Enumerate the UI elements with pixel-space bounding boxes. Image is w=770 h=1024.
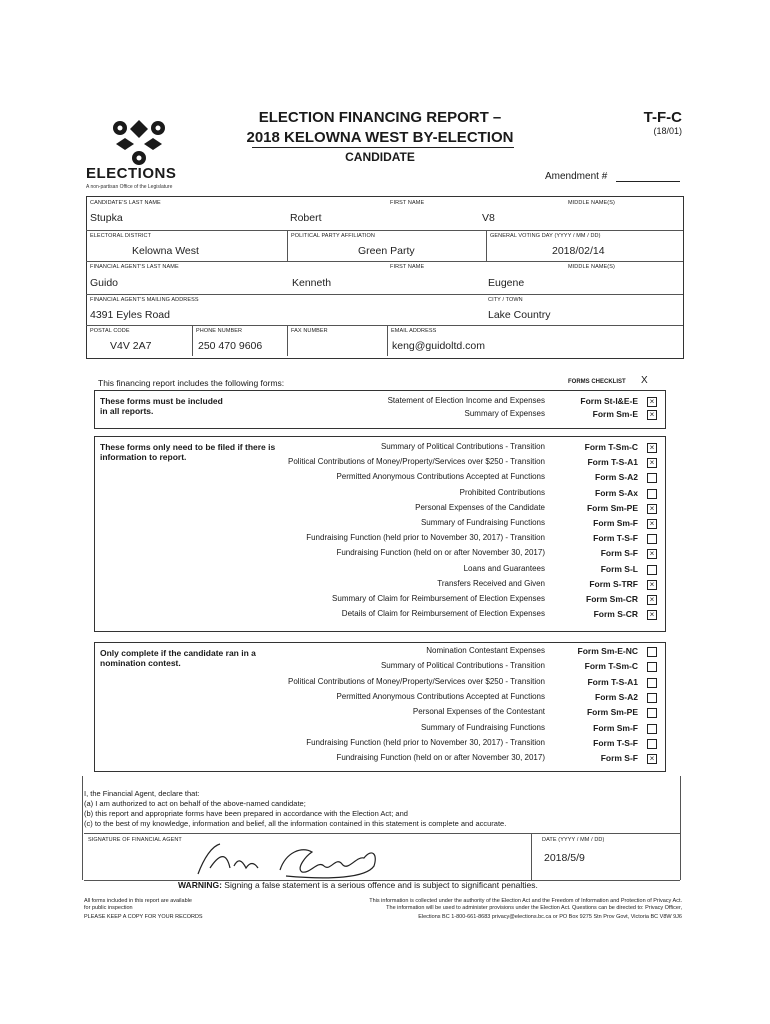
agent-middle-name-label: MIDDLE NAME(S): [568, 264, 615, 270]
warning-label: WARNING:: [178, 880, 222, 890]
form-checkbox[interactable]: ×: [647, 458, 657, 468]
postal-code-label: POSTAL CODE: [90, 328, 130, 334]
form-code: Form Sm-PE: [586, 502, 638, 513]
divider: [192, 326, 193, 356]
email-address[interactable]: keng@guidoltd.com: [392, 340, 485, 352]
form-checkbox[interactable]: [647, 708, 657, 718]
form-checkbox[interactable]: [647, 662, 657, 672]
divider: [680, 776, 681, 880]
form-description: Summary of Fundraising Functions: [420, 518, 545, 527]
voting-day-label: GENERAL VOTING DAY (YYYY / MM / DD): [490, 233, 601, 239]
footer-left-3: PLEASE KEEP A COPY FOR YOUR RECORDS: [84, 914, 203, 920]
report-title-line2: 2018 KELOWNA WEST BY-ELECTION: [246, 129, 514, 146]
form-checkbox[interactable]: [647, 534, 657, 544]
section2-title: These forms only need to be filed if there is information to report.: [100, 442, 276, 462]
party-label: POLITICAL PARTY AFFILIATION: [291, 233, 375, 239]
divider: [82, 776, 83, 880]
divider: [86, 325, 683, 326]
form-description: Loans and Guarantees: [463, 563, 545, 573]
phone-number[interactable]: 250 470 9606: [198, 340, 263, 352]
footer-left-2: for public inspection: [84, 905, 133, 911]
declaration-date[interactable]: 2018/5/9: [544, 852, 585, 864]
form-code: Form S-CR: [593, 609, 638, 620]
electoral-district[interactable]: Kelowna West: [132, 245, 199, 257]
form-code: Form Sm-CR: [586, 594, 638, 604]
form-checkbox[interactable]: [647, 473, 657, 483]
title-underline: [252, 147, 514, 148]
form-code: Form S-Ax: [595, 487, 638, 498]
warning: [178, 880, 538, 890]
form-description: Fundraising Function (held on or after November 30, 2017): [336, 548, 545, 558]
amendment-field[interactable]: [616, 181, 680, 182]
form-description: Permitted Anonymous Contributions Accepted at Functions: [336, 691, 545, 701]
candidate-info-box: [86, 196, 684, 359]
form-description: Permitted Anonymous Contributions Accepted at Functions: [336, 472, 545, 482]
form-description: Summary of Political Contributions - Transition: [380, 661, 545, 671]
divider: [531, 834, 532, 880]
form-code: T-F-C: [643, 109, 682, 126]
form-description: Political Contributions of Money/Property/Services over $250 - Transition: [287, 457, 545, 467]
divider: [486, 231, 487, 261]
form-code: Form T-S-A1: [587, 676, 638, 687]
email-label: EMAIL ADDRESS: [391, 328, 437, 334]
form-description: Personal Expenses of the Contestant: [412, 707, 545, 717]
form-checkbox[interactable]: ×: [647, 519, 657, 529]
form-code: Form T-S-A1: [587, 457, 638, 468]
report-title-line3: CANDIDATE: [345, 150, 415, 164]
party-affiliation[interactable]: Green Party: [358, 245, 415, 257]
amendment-label: Amendment #: [545, 171, 608, 182]
form-checkbox[interactable]: ×: [647, 549, 657, 559]
form-description: Summary of Political Contributions - Transition: [380, 442, 545, 451]
divider: [86, 261, 683, 262]
form-description: Details of Claim for Reimbursement of Election Expenses: [341, 609, 545, 619]
form-checkbox[interactable]: ×: [647, 754, 657, 764]
form-code: Form Sm-F: [593, 518, 638, 528]
form-checkbox[interactable]: ×: [647, 595, 657, 605]
form-code: Form T-Sm-C: [584, 661, 638, 672]
form-description: Prohibited Contributions: [459, 487, 545, 497]
form-code: Form S-A2: [595, 472, 638, 483]
footer-right-3: Elections BC 1-800-661-8683 privacy@elections.bc.ca or PO Box 9275 Stn Prov Govt, Victoria BC V8W 9J6: [418, 914, 682, 920]
form-code: Form St-I&E-E: [580, 396, 638, 406]
electoral-district-label: ELECTORAL DISTRICT: [90, 233, 152, 239]
divider: [287, 326, 288, 356]
form-code: Form Sm-E-NC: [577, 646, 638, 656]
form-checkbox[interactable]: ×: [647, 504, 657, 514]
form-code: Form Sm-F: [593, 722, 638, 733]
form-checkbox[interactable]: [647, 739, 657, 749]
form-code: Form S-F: [600, 548, 638, 559]
form-description: Personal Expenses of the Candidate: [415, 502, 545, 512]
candidate-first-name[interactable]: Robert: [290, 212, 322, 224]
checklist-header: FORMS CHECKLIST: [568, 379, 626, 385]
agent-last-name[interactable]: Guido: [90, 277, 119, 289]
checklist-header-mark: X: [641, 375, 648, 386]
form-checkbox[interactable]: [647, 678, 657, 688]
declaration-line-a: (a) I am authorized to act on behalf of the above-named candidate;: [84, 799, 306, 808]
agent-address-label: FINANCIAL AGENT'S MAILING ADDRESS: [90, 297, 199, 303]
form-checkbox[interactable]: [647, 693, 657, 703]
candidate-last-name-label: CANDIDATE'S LAST NAME: [90, 200, 161, 206]
checklist-intro: This financing report includes the following forms:: [98, 378, 285, 388]
form-code: Form S-F: [600, 753, 638, 764]
form-version-date: (18/01): [653, 126, 682, 136]
form-code: Form Sm-PE: [586, 707, 638, 718]
divider: [86, 294, 683, 295]
form-checkbox[interactable]: [647, 489, 657, 499]
candidate-first-name-label: FIRST NAME: [390, 200, 425, 206]
form-description: Fundraising Function (held prior to November 30, 2017) - Transition: [306, 533, 545, 543]
candidate-middle-name-label: MIDDLE NAME(S): [568, 200, 615, 206]
form-code: Form T-S-F: [593, 737, 638, 748]
form-code: Form S-TRF: [589, 578, 638, 589]
form-code: Form S-A2: [595, 691, 638, 702]
form-checkbox[interactable]: [647, 647, 657, 657]
form-code: Form T-S-F: [593, 533, 638, 544]
agent-middle-name[interactable]: Eugene: [488, 277, 525, 289]
form-description: Political Contributions of Money/Property/Services over $250 - Transition: [287, 676, 545, 686]
footer-right-1: This information is collected under the authority of the Election Act and the Freedom of Information and Protection of Privacy Act.: [369, 898, 682, 904]
agent-address[interactable]: 4391 Eyles Road: [90, 309, 170, 321]
phone-label: PHONE NUMBER: [196, 328, 243, 334]
form-description: Fundraising Function (held prior to November 30, 2017) - Transition: [306, 737, 545, 747]
date-label: DATE (YYYY / MM / DD): [542, 837, 605, 843]
form-checkbox[interactable]: ×: [647, 610, 657, 620]
form-code: Form S-L: [600, 563, 638, 574]
form-description: Transfers Received and Given: [437, 578, 545, 588]
form-checkbox[interactable]: ×: [647, 443, 657, 453]
form-description: Fundraising Function (held on or after November 30, 2017): [336, 753, 545, 763]
form-description: Statement of Election Income and Expenses: [387, 396, 545, 405]
form-checkbox[interactable]: [647, 565, 657, 575]
divider: [287, 231, 288, 261]
form-checkbox[interactable]: ×: [647, 397, 657, 407]
footer-left-1: All forms included in this report are available: [84, 898, 192, 904]
logo-subtitle: A non-partisan Office of the Legislature: [86, 184, 173, 190]
form-code: Form Sm-E: [592, 409, 638, 419]
divider: [84, 833, 680, 834]
warning-text: Signing a false statement is a serious offence and is subject to significant penalties.: [224, 880, 538, 890]
voting-day[interactable]: 2018/02/14: [552, 245, 605, 257]
agent-city[interactable]: Lake Country: [488, 309, 551, 321]
declaration-intro: I, the Financial Agent, declare that:: [84, 789, 200, 798]
form-checkbox[interactable]: [647, 724, 657, 734]
fax-label: FAX NUMBER: [291, 328, 328, 334]
elections-bc-logo: [108, 114, 172, 166]
candidate-last-name[interactable]: Stupka: [90, 212, 123, 224]
declaration-line-b: (b) this report and appropriate forms have been prepared in accordance with the Election Act; and: [84, 809, 408, 818]
footer-right-2: The information will be used to administer provisions under the Election Act. Questions can be directed to: Privacy Officer,: [386, 905, 682, 911]
form-description: Nomination Contestant Expenses: [426, 646, 545, 655]
signature-image: [190, 838, 410, 882]
logo-word: ELECTIONS: [86, 165, 177, 182]
form-checkbox[interactable]: ×: [647, 580, 657, 590]
form-description: Summary of Expenses: [464, 409, 545, 418]
signature-label: SIGNATURE OF FINANCIAL AGENT: [88, 837, 182, 843]
divider: [387, 326, 388, 356]
agent-last-name-label: FINANCIAL AGENT'S LAST NAME: [90, 264, 179, 270]
report-title-line1: ELECTION FINANCING REPORT –: [258, 109, 502, 126]
agent-first-name[interactable]: Kenneth: [292, 277, 332, 289]
postal-code[interactable]: V4V 2A7: [110, 340, 152, 352]
form-description: Summary of Claim for Reimbursement of Election Expenses: [332, 594, 545, 603]
section3-title: Only complete if the candidate ran in a nomination contest.: [100, 648, 256, 668]
form-checkbox[interactable]: ×: [647, 410, 657, 420]
section1-title: These forms must be included in all reports.: [100, 396, 223, 416]
form-description: Summary of Fundraising Functions: [420, 722, 545, 732]
candidate-first-name-extra: V8: [482, 212, 495, 224]
declaration-line-c: (c) to the best of my knowledge, information and belief, all the information contained in this statement is complete and accurate.: [84, 819, 507, 828]
agent-city-label: CITY / TOWN: [488, 297, 523, 303]
form-code: Form T-Sm-C: [584, 442, 638, 452]
agent-first-name-label: FIRST NAME: [390, 264, 425, 270]
divider: [86, 230, 683, 231]
